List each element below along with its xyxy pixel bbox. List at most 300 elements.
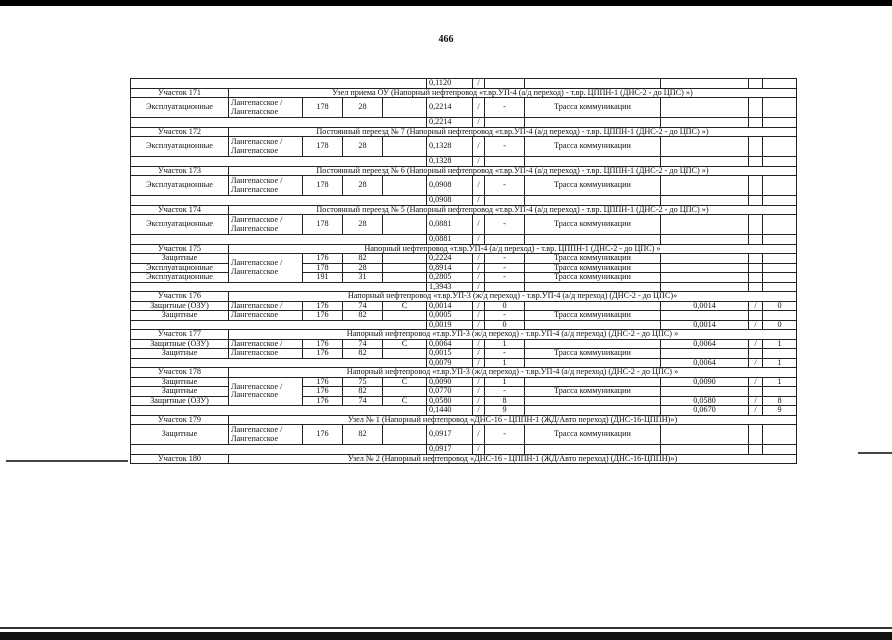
- separator-cell: [749, 387, 763, 397]
- total-area-cell: 0,0917: [427, 445, 473, 455]
- total-count-cell: [485, 196, 525, 206]
- area-cell: 0,8914: [427, 263, 473, 273]
- section-title: Участок 172: [131, 127, 229, 137]
- separator-cell: [749, 98, 763, 118]
- right-count-cell: [763, 254, 797, 264]
- right-count-cell: [763, 425, 797, 445]
- separator-cell: /: [473, 311, 485, 321]
- empty-cell: [131, 79, 427, 89]
- parcel-cell: 74: [343, 396, 383, 406]
- separator-cell: /: [473, 176, 485, 196]
- land-type-cell: Защитные: [131, 387, 229, 397]
- separator-cell: /: [749, 406, 763, 416]
- empty-cell: [525, 118, 661, 128]
- empty-cell: [525, 235, 661, 245]
- quarter-cell: 176: [303, 254, 343, 264]
- plot-row: [131, 425, 797, 445]
- quarter-cell: 178: [303, 176, 343, 196]
- empty-cell: [131, 118, 427, 128]
- right-total-count-cell: 0: [763, 320, 797, 330]
- parcel-cell: 82: [343, 311, 383, 321]
- plot-row: [131, 254, 797, 264]
- locality-cell: Лангепасское: [229, 349, 303, 359]
- plot-row: [131, 137, 797, 157]
- right-total-area-cell: [661, 282, 749, 292]
- total-row: [131, 406, 797, 416]
- category-cell: [383, 254, 427, 264]
- right-area-cell: [661, 311, 749, 321]
- total-area-cell: 0,1328: [427, 157, 473, 167]
- separator-cell: /: [473, 358, 485, 368]
- right-count-cell: [763, 387, 797, 397]
- total-row: [131, 235, 797, 245]
- separator-cell: /: [473, 425, 485, 445]
- purpose-cell: Трасса коммуникации: [525, 263, 661, 273]
- quarter-cell: 176: [303, 396, 343, 406]
- land-type-cell: Эксплуатационные: [131, 215, 229, 235]
- purpose-cell: Трасса коммуникации: [525, 311, 661, 321]
- purpose-cell: [525, 301, 661, 311]
- separator-cell: [749, 263, 763, 273]
- plot-row: [131, 301, 797, 311]
- separator-cell: [749, 425, 763, 445]
- total-row: [131, 118, 797, 128]
- right-count-cell: [763, 98, 797, 118]
- empty-cell: [131, 320, 427, 330]
- count-cell: -: [485, 273, 525, 283]
- parcel-cell: 31: [343, 273, 383, 283]
- right-count-cell: 1: [763, 377, 797, 387]
- right-total-count-cell: 1: [763, 358, 797, 368]
- total-count-cell: [485, 445, 525, 455]
- purpose-cell: Трасса коммуникации: [525, 176, 661, 196]
- count-cell: -: [485, 98, 525, 118]
- empty-cell: [131, 282, 427, 292]
- separator-cell: [749, 118, 763, 128]
- separator-cell: /: [473, 301, 485, 311]
- section-header-row: [131, 127, 797, 137]
- locality-cell: Лангепасское: [229, 311, 303, 321]
- right-total-count-cell: [763, 196, 797, 206]
- right-total-area-cell: [661, 235, 749, 245]
- land-type-cell: Защитные: [131, 377, 229, 387]
- category-cell: С: [383, 377, 427, 387]
- right-count-cell: [763, 349, 797, 359]
- category-cell: С: [383, 396, 427, 406]
- quarter-cell: 176: [303, 349, 343, 359]
- section-description: Напорный нефтепровод «т.вр.УП-3 (ж/д переход) - т.вр.УП-4 (а/д переход) (ДНС-2 - до ЦПС) »: [229, 330, 797, 340]
- total-row: [131, 196, 797, 206]
- right-area-cell: 0,0580: [661, 396, 749, 406]
- parcel-cell: 82: [343, 387, 383, 397]
- right-area-cell: [661, 263, 749, 273]
- right-total-area-cell: [661, 118, 749, 128]
- section-description: Узел приема ОУ (Напорный нефтепровод «т.вр.УП-4 (а/д переход) - т.вр. ЦППН-1 (ДНС-2 - до ЦПС) »): [229, 88, 797, 98]
- empty-cell: [525, 320, 661, 330]
- locality-cell: Лангепасское / Лангепасское: [229, 98, 303, 118]
- separator-cell: /: [473, 79, 485, 89]
- purpose-cell: Трасса коммуникации: [525, 98, 661, 118]
- empty-cell: [661, 79, 749, 89]
- count-cell: -: [485, 137, 525, 157]
- section-description: Узел № 1 (Напорный нефтепровод «ДНС-16 - ЦППН-1 (ЖД/Авто переход) (ДНС-16-ЦППН)»): [229, 415, 797, 425]
- quarter-cell: 176: [303, 387, 343, 397]
- locality-cell: Лангепасское / Лангепасское: [229, 215, 303, 235]
- total-row: [131, 358, 797, 368]
- area-cell: 0,0064: [427, 339, 473, 349]
- land-type-cell: Защитные: [131, 349, 229, 359]
- right-count-cell: 0: [763, 301, 797, 311]
- locality-cell: Лангепасское / Лангепасское: [229, 176, 303, 196]
- right-total-area-cell: 0,0014: [661, 320, 749, 330]
- quarter-cell: 191: [303, 273, 343, 283]
- quarter-cell: 176: [303, 339, 343, 349]
- area-cell: 0,0881: [427, 215, 473, 235]
- count-cell: -: [485, 387, 525, 397]
- quarter-cell: 176: [303, 311, 343, 321]
- count-cell: -: [485, 176, 525, 196]
- purpose-cell: Трасса коммуникации: [525, 254, 661, 264]
- separator-cell: /: [473, 396, 485, 406]
- purpose-cell: Трасса коммуникации: [525, 273, 661, 283]
- category-cell: [383, 387, 427, 397]
- purpose-cell: [525, 396, 661, 406]
- land-type-cell: Защитные: [131, 311, 229, 321]
- empty-cell: [485, 79, 525, 89]
- separator-cell: [749, 157, 763, 167]
- plot-row: [131, 176, 797, 196]
- total-row: [131, 320, 797, 330]
- section-header-row: [131, 454, 797, 464]
- right-count-cell: 8: [763, 396, 797, 406]
- section-description: Напорный нефтепровод «т.вр.УП-3 (ж/д переход) - т.вр.УП-4 (а/д переход) (ДНС-2 - до ЦПС) »: [229, 368, 797, 378]
- area-cell: 0,0770: [427, 387, 473, 397]
- section-description: Напорный нефтепровод «т.вр.УП-4 (а/д переход) - т.вр. ЦППН-1 (ДНС-2 - до ЦПС) »: [229, 244, 797, 254]
- area-cell: 0,0005: [427, 311, 473, 321]
- section-title: Участок 175: [131, 244, 229, 254]
- quarter-cell: 176: [303, 377, 343, 387]
- area-cell: 0,2214: [427, 98, 473, 118]
- quarter-cell: 176: [303, 301, 343, 311]
- locality-cell: Лангепасское /: [229, 339, 303, 349]
- count-cell: -: [485, 349, 525, 359]
- locality-cell: Лангепасское / Лангепасское: [229, 377, 303, 406]
- separator-cell: [749, 196, 763, 206]
- section-header-row: [131, 205, 797, 215]
- purpose-cell: [525, 377, 661, 387]
- separator-cell: /: [473, 215, 485, 235]
- right-area-cell: [661, 273, 749, 283]
- area-cell: 0,1328: [427, 137, 473, 157]
- empty-cell: [525, 445, 661, 455]
- section-header-row: [131, 415, 797, 425]
- section-header-row: [131, 244, 797, 254]
- section-title: Участок 178: [131, 368, 229, 378]
- right-area-cell: [661, 349, 749, 359]
- separator-cell: /: [473, 377, 485, 387]
- right-total-count-cell: [763, 118, 797, 128]
- area-cell: 0,0908: [427, 176, 473, 196]
- quarter-cell: 176: [303, 425, 343, 445]
- empty-cell: [131, 406, 427, 416]
- total-area-cell: 1,3943: [427, 282, 473, 292]
- area-cell: 0,0015: [427, 349, 473, 359]
- right-count-cell: [763, 176, 797, 196]
- separator-cell: /: [473, 387, 485, 397]
- right-total-count-cell: [763, 157, 797, 167]
- category-cell: [383, 425, 427, 445]
- right-count-cell: [763, 215, 797, 235]
- separator-cell: [749, 273, 763, 283]
- right-area-cell: 0,0090: [661, 377, 749, 387]
- empty-cell: [763, 79, 797, 89]
- right-area-cell: 0,0064: [661, 339, 749, 349]
- empty-cell: [131, 196, 427, 206]
- right-total-area-cell: [661, 196, 749, 206]
- separator-cell: /: [473, 137, 485, 157]
- empty-cell: [525, 196, 661, 206]
- section-title: Участок 180: [131, 454, 229, 464]
- total-count-cell: 0: [485, 320, 525, 330]
- parcel-cell: 82: [343, 254, 383, 264]
- plot-row: [131, 339, 797, 349]
- empty-cell: [131, 358, 427, 368]
- land-type-cell: Защитные (ОЗУ): [131, 396, 229, 406]
- separator-cell: [749, 235, 763, 245]
- separator-cell: /: [473, 157, 485, 167]
- count-cell: -: [485, 311, 525, 321]
- separator-cell: /: [473, 349, 485, 359]
- separator-cell: /: [749, 396, 763, 406]
- separator-cell: /: [473, 263, 485, 273]
- right-total-count-cell: 9: [763, 406, 797, 416]
- count-cell: 1: [485, 377, 525, 387]
- count-cell: 8: [485, 396, 525, 406]
- total-area-cell: 0,1440: [427, 406, 473, 416]
- locality-cell: Лангепасское / Лангепасское: [229, 425, 303, 445]
- parcel-cell: 28: [343, 98, 383, 118]
- separator-cell: [749, 176, 763, 196]
- total-row: [131, 79, 797, 89]
- total-area-cell: 0,2214: [427, 118, 473, 128]
- category-cell: [383, 215, 427, 235]
- right-total-count-cell: [763, 445, 797, 455]
- land-type-cell: Защитные: [131, 254, 229, 264]
- scan-bottom-line: [0, 627, 892, 629]
- land-type-cell: Эксплуатационные: [131, 98, 229, 118]
- land-type-cell: Эксплуатационные: [131, 263, 229, 273]
- category-cell: [383, 263, 427, 273]
- separator-cell: /: [749, 339, 763, 349]
- purpose-cell: Трасса коммуникации: [525, 349, 661, 359]
- separator-cell: /: [473, 118, 485, 128]
- right-area-cell: 0,0014: [661, 301, 749, 311]
- right-area-cell: [661, 215, 749, 235]
- right-count-cell: [763, 273, 797, 283]
- total-count-cell: [485, 118, 525, 128]
- category-cell: [383, 311, 427, 321]
- area-cell: 0,2805: [427, 273, 473, 283]
- quarter-cell: 178: [303, 215, 343, 235]
- right-area-cell: [661, 425, 749, 445]
- total-count-cell: [485, 157, 525, 167]
- section-title: Участок 177: [131, 330, 229, 340]
- count-cell: -: [485, 215, 525, 235]
- separator-cell: /: [473, 445, 485, 455]
- purpose-cell: Трасса коммуникации: [525, 425, 661, 445]
- total-count-cell: [485, 282, 525, 292]
- area-cell: 0,0090: [427, 377, 473, 387]
- right-count-cell: [763, 137, 797, 157]
- right-total-count-cell: [763, 235, 797, 245]
- right-total-area-cell: 0,0670: [661, 406, 749, 416]
- total-row: [131, 282, 797, 292]
- section-description: Напорный нефтепровод «т.вр.УП-3 (ж/д переход) - т.вр.УП-4 (а/д переход) (ДНС-2 - до ЦПС)»: [229, 292, 797, 302]
- total-area-cell: 0,0079: [427, 358, 473, 368]
- purpose-cell: Трасса коммуникации: [525, 387, 661, 397]
- category-cell: [383, 273, 427, 283]
- area-cell: 0,0014: [427, 301, 473, 311]
- right-total-area-cell: [661, 157, 749, 167]
- right-area-cell: [661, 98, 749, 118]
- plot-row: [131, 349, 797, 359]
- section-description: Постоянный переезд № 5 (Напорный нефтепровод «т.вр.УП-4 (а/д переход) - т.вр. ЦППН-1 (ДНС-2 - до ЦПС) »): [229, 205, 797, 215]
- quarter-cell: 178: [303, 137, 343, 157]
- land-type-cell: Защитные: [131, 425, 229, 445]
- separator-cell: /: [749, 301, 763, 311]
- parcel-cell: 82: [343, 349, 383, 359]
- area-cell: 0,0917: [427, 425, 473, 445]
- empty-cell: [525, 282, 661, 292]
- empty-cell: [525, 406, 661, 416]
- total-area-cell: 0,0019: [427, 320, 473, 330]
- purpose-cell: Трасса коммуникации: [525, 137, 661, 157]
- right-area-cell: [661, 137, 749, 157]
- separator-cell: [749, 349, 763, 359]
- empty-cell: [525, 157, 661, 167]
- separator-cell: /: [473, 406, 485, 416]
- separator-cell: [749, 311, 763, 321]
- empty-cell: [131, 157, 427, 167]
- category-cell: [383, 98, 427, 118]
- right-count-cell: [763, 263, 797, 273]
- total-row: [131, 445, 797, 455]
- right-count-cell: [763, 311, 797, 321]
- section-header-row: [131, 292, 797, 302]
- right-count-cell: 1: [763, 339, 797, 349]
- area-cell: 0,0580: [427, 396, 473, 406]
- section-title: Участок 173: [131, 166, 229, 176]
- land-type-cell: Защитные (ОЗУ): [131, 339, 229, 349]
- right-area-cell: [661, 387, 749, 397]
- section-title: Участок 179: [131, 415, 229, 425]
- parcel-cell: 28: [343, 176, 383, 196]
- section-header-row: [131, 368, 797, 378]
- separator-cell: /: [473, 273, 485, 283]
- total-area-cell: 0,0908: [427, 196, 473, 206]
- quarter-cell: 178: [303, 263, 343, 273]
- section-header-row: [131, 166, 797, 176]
- right-total-area-cell: 0,0064: [661, 358, 749, 368]
- scan-margin-mark-left: [6, 460, 128, 462]
- plot-row: [131, 98, 797, 118]
- count-cell: -: [485, 254, 525, 264]
- land-type-cell: Эксплуатационные: [131, 137, 229, 157]
- separator-cell: [749, 282, 763, 292]
- scan-bottom-border: [0, 632, 892, 640]
- empty-cell: [749, 79, 763, 89]
- category-cell: [383, 176, 427, 196]
- category-cell: С: [383, 339, 427, 349]
- section-header-row: [131, 330, 797, 340]
- parcel-cell: 74: [343, 301, 383, 311]
- separator-cell: /: [473, 282, 485, 292]
- parcel-cell: 28: [343, 215, 383, 235]
- total-area-cell: 0,0881: [427, 235, 473, 245]
- separator-cell: /: [473, 196, 485, 206]
- count-cell: -: [485, 263, 525, 273]
- empty-cell: [525, 79, 661, 89]
- section-title: Участок 176: [131, 292, 229, 302]
- page-number: 466: [438, 34, 454, 45]
- parcel-cell: 82: [343, 425, 383, 445]
- total-row: [131, 157, 797, 167]
- parcel-cell: 28: [343, 137, 383, 157]
- parcel-cell: 75: [343, 377, 383, 387]
- count-cell: -: [485, 425, 525, 445]
- empty-cell: [131, 235, 427, 245]
- scan-top-border: [0, 0, 892, 6]
- scan-margin-mark-right: [858, 452, 892, 454]
- empty-cell: [525, 358, 661, 368]
- parcel-cell: 28: [343, 263, 383, 273]
- total-count-cell: 9: [485, 406, 525, 416]
- land-plots-table: [130, 78, 797, 464]
- separator-cell: /: [473, 235, 485, 245]
- plot-row: [131, 377, 797, 387]
- separator-cell: [749, 445, 763, 455]
- land-type-cell: Защитные (ОЗУ): [131, 301, 229, 311]
- category-cell: [383, 137, 427, 157]
- right-total-area-cell: [661, 445, 749, 455]
- empty-cell: [131, 445, 427, 455]
- separator-cell: /: [473, 339, 485, 349]
- separator-cell: /: [749, 358, 763, 368]
- count-cell: 0: [485, 301, 525, 311]
- quarter-cell: 178: [303, 98, 343, 118]
- purpose-cell: [525, 339, 661, 349]
- right-total-count-cell: [763, 282, 797, 292]
- locality-cell: Лангепасское / Лангепасское: [229, 137, 303, 157]
- section-header-row: [131, 88, 797, 98]
- purpose-cell: Трасса коммуникации: [525, 215, 661, 235]
- plot-row: [131, 311, 797, 321]
- separator-cell: [749, 215, 763, 235]
- section-description: Узел № 2 (Напорный нефтепровод «ДНС-16 - ЦППН-1 (ЖД/Авто переход) (ДНС-16-ЦППН)»): [229, 454, 797, 464]
- area-cell: 0,2224: [427, 254, 473, 264]
- total-count-cell: [485, 235, 525, 245]
- land-type-cell: Эксплуатационные: [131, 273, 229, 283]
- section-description: Постоянный переезд № 7 (Напорный нефтепровод «т.вр.УП-4 (а/д переход) - т.вр. ЦППН-1 (ДНС-2 - до ЦПС) »): [229, 127, 797, 137]
- section-title: Участок 171: [131, 88, 229, 98]
- plot-row: [131, 215, 797, 235]
- count-cell: 1: [485, 339, 525, 349]
- right-area-cell: [661, 254, 749, 264]
- category-cell: С: [383, 301, 427, 311]
- separator-cell: /: [473, 254, 485, 264]
- separator-cell: /: [473, 98, 485, 118]
- category-cell: [383, 349, 427, 359]
